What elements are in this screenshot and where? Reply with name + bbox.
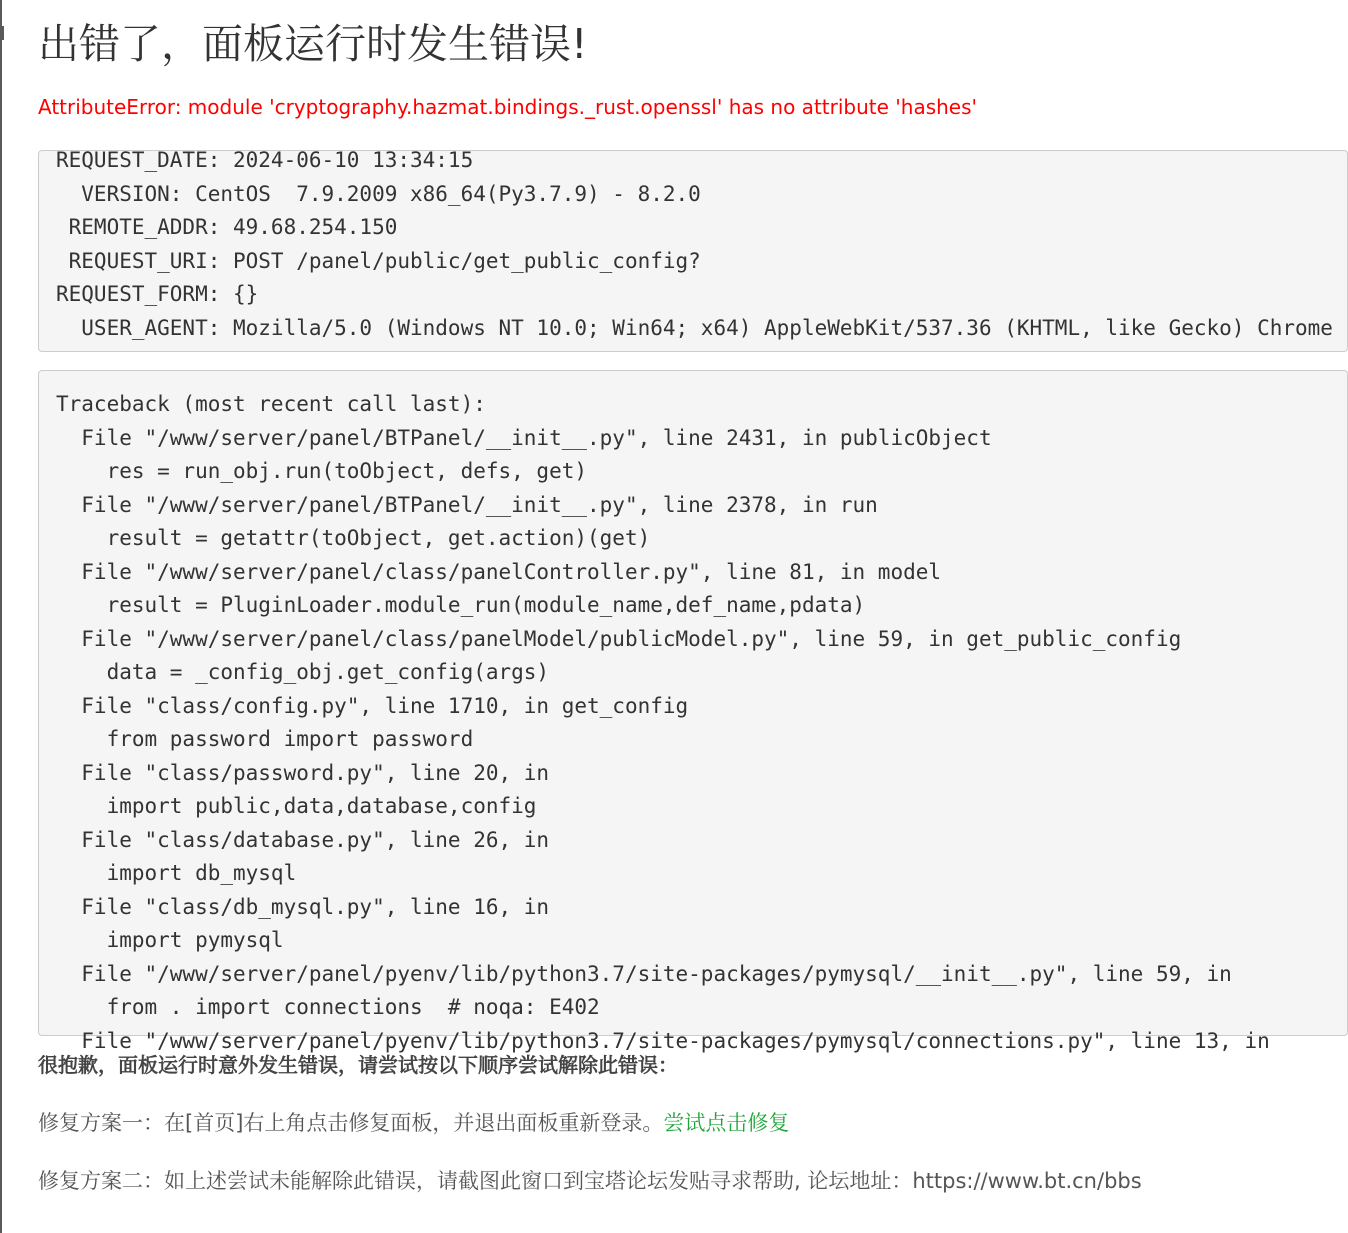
error-message: AttributeError: module 'cryptography.hazmat.bindings._rust.openssl' has no attribute 'hashes' xyxy=(38,95,978,119)
fix-option-one xyxy=(38,1108,789,1138)
traceback-text: Traceback (most recent call last): File "/www/server/panel/BTPanel/__init__.py", line 2431, in publicObject res = run_obj.run(toObject, defs, get) File "/www/server/panel/BTPanel/__init__.py", line 2378, in run result = getattr(toObject, get.action)(get) File "/www/server/panel/class/panelController.py", line 81, in model result = PluginLoader.module_run(module_name,def_name,pdata) File "/www/server/panel/class/panelModel/publicModel.py", line 59, in get_public_config data = _config_obj.get_config(args) File "class/config.py", line 1710, in get_config from password import password File "class/password.py", line 20, in import public,data,database,config File "class/database.py", line 26, in import db_mysql File "class/db_mysql.py", line 16, in import pymysql File "/www/server/panel/pyenv/lib/python3.7/site-packages/pymysql/__init__.py", line 59, in from . import connections # noqa: E402 File "/www/server/panel/pyenv/lib/python3.7/site-packages/pymysql/connections.py", line 13, in xyxy=(56,392,1270,1053)
request-info-text: REQUEST_DATE: 2024-06-10 13:34:15 VERSION: CentOS 7.9.2009 x86_64(Py3.7.9) - 8.2.0 REMOTE_ADDR: 49.68.254.150 REQUEST_URI: POST /panel/public/get_public_config? REQUEST_FORM: {} USER_AGENT: Mozilla/5.0 (Windows NT 10.0; Win64; x64) AppleWebKit/537.36 (KHTML, like Gecko) Chrome xyxy=(56,148,1333,340)
apology-heading: 很抱歉，面板运行时意外发生错误，请尝试按以下顺序尝试解除此错误： xyxy=(38,1053,678,1077)
traceback-panel[interactable] xyxy=(38,370,1348,1053)
fix-option-two-text: 修复方案二：如上述尝试未能解除此错误，请截图此窗口到宝塔论坛发贴寻求帮助, 论坛地址：https://www.bt.cn/bbs xyxy=(38,1169,1142,1193)
left-border-line xyxy=(0,0,2,1233)
left-border-tick xyxy=(0,26,4,40)
repair-link[interactable]: 尝试点击修复 xyxy=(663,1111,790,1135)
fix-option-one-text: 修复方案一：在[首页]右上角点击修复面板，并退出面板重新登录。 xyxy=(38,1111,664,1135)
fix-option-two xyxy=(38,1166,1142,1196)
request-info-panel xyxy=(38,150,1348,352)
page-title: 出错了，面板运行时发生错误! xyxy=(38,20,588,68)
